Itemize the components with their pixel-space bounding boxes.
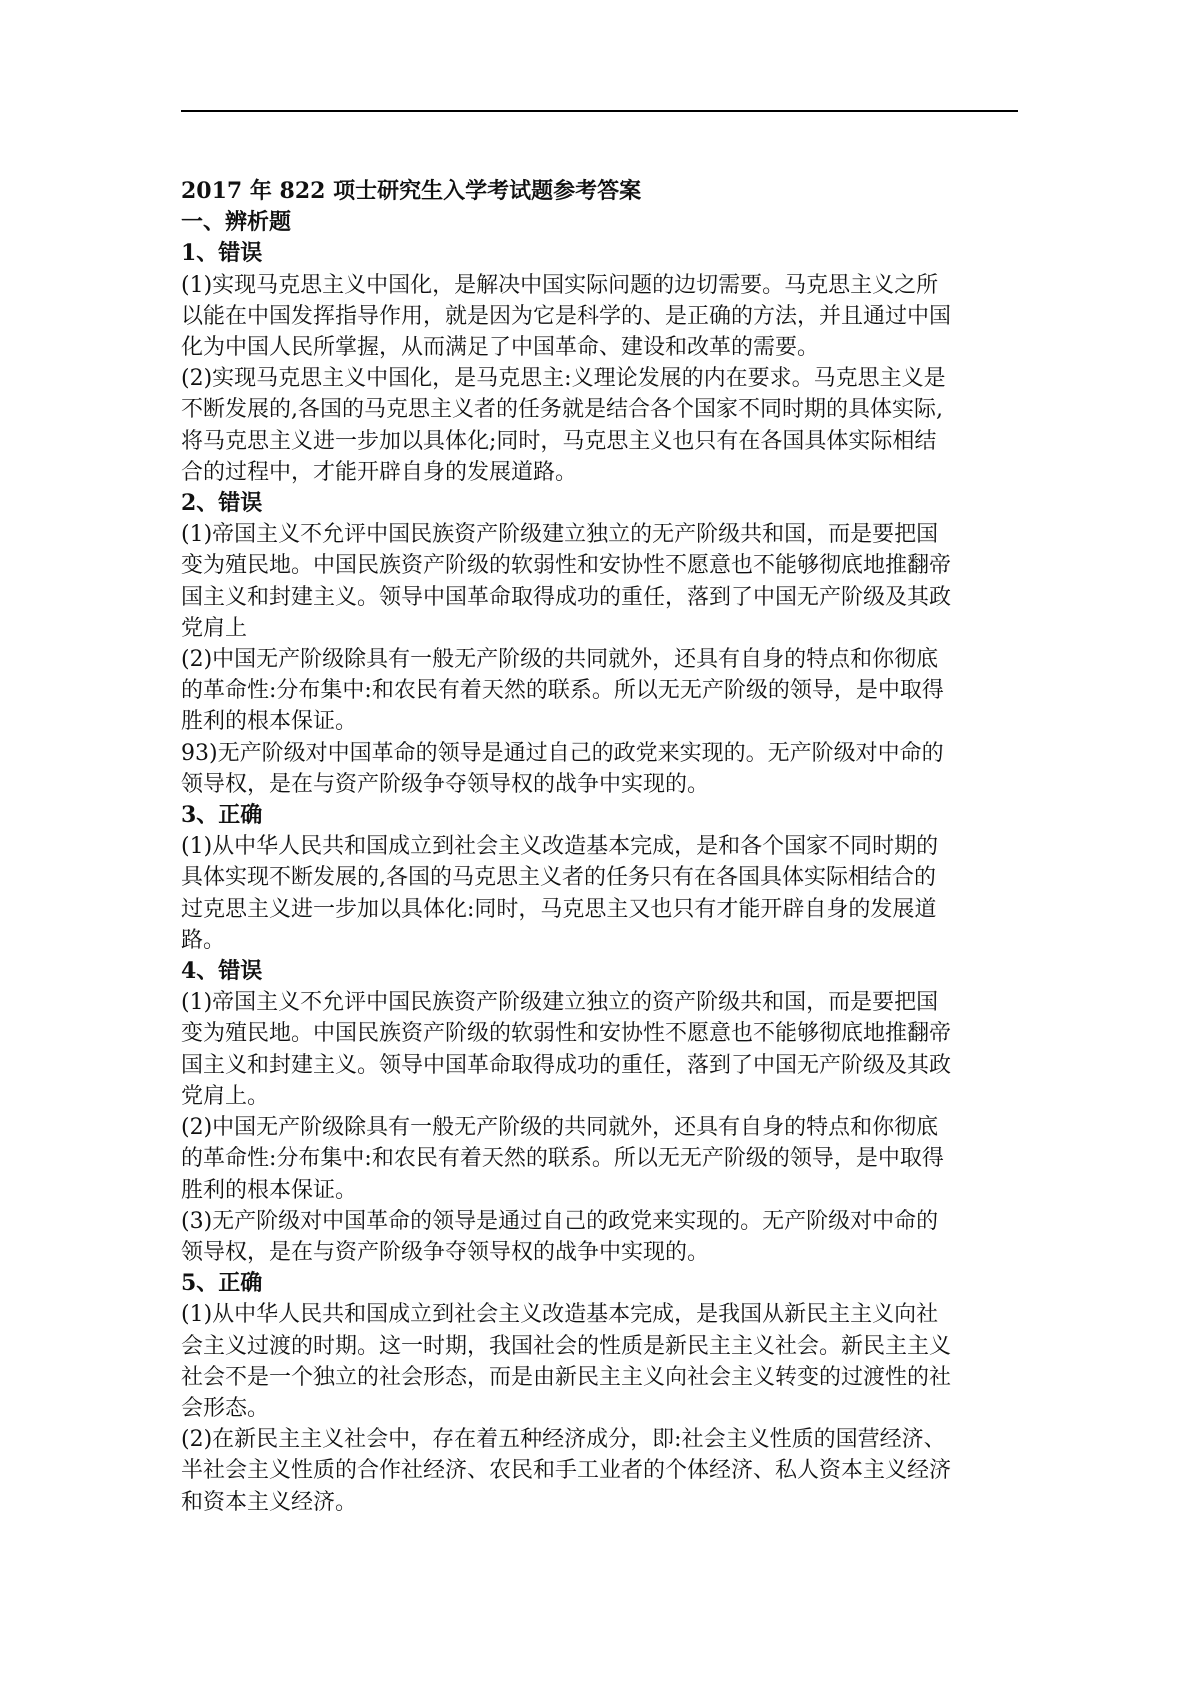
text-line: 领导权，是在与资产阶级争夺领导权的战争中实现的。 bbox=[181, 771, 710, 797]
text-line: 国主义和封建主义。领导中国革命取得成功的重任，落到了中国无产阶级及其政 bbox=[181, 584, 952, 610]
header-rule bbox=[181, 110, 1018, 112]
answer-paragraph bbox=[181, 644, 1021, 738]
answer-paragraph bbox=[181, 831, 1021, 956]
item-heading: 3、正确 bbox=[181, 802, 263, 829]
text-line: 的革命性:分布集中:和农民有着天然的联系。所以无无产阶级的领导，是中取得 bbox=[181, 678, 944, 704]
text-line: 党肩上。 bbox=[181, 1083, 270, 1109]
text-line: 以能在中国发挥指导作用，就是因为它是科学的、是正确的方法，并且通过中国 bbox=[181, 303, 952, 329]
text-line: 和资本主义经济。 bbox=[181, 1489, 358, 1515]
text-line: 领导权，是在与资产阶级争夺领导权的战争中实现的。 bbox=[181, 1239, 710, 1265]
text-line: (1)实现马克思主义中国化，是解决中国实际问题的边切需要。马克思主义之所 bbox=[181, 272, 939, 298]
text-line: (1)帝国主义不允评中国民族资产阶级建立独立的资产阶级共和国，而是要把国 bbox=[181, 990, 939, 1016]
text-line: 胜利的根本保证。 bbox=[181, 709, 358, 735]
text-line: 变为殖民地。中国民族资产阶级的软弱性和安协性不愿意也不能够彻底地推翻帝 bbox=[181, 1021, 952, 1047]
text-line: 合的过程中，才能开辟自身的发展道路。 bbox=[181, 459, 578, 485]
item-heading: 1、错误 bbox=[181, 240, 263, 267]
text-line: 半社会主义性质的合作社经济、农民和手工业者的个体经济、私人资本主义经济 bbox=[181, 1458, 952, 1484]
text-line: 社会不是一个独立的社会形态，而是由新民主主义向社会主义转变的过渡性的社 bbox=[181, 1364, 952, 1390]
text-line: (3)无产阶级对中国革命的领导是通过自己的政党来实现的。无产阶级对中命的 bbox=[181, 1208, 939, 1234]
text-line: 的革命性:分布集中:和农民有着天然的联系。所以无无产阶级的领导，是中取得 bbox=[181, 1146, 944, 1172]
text-line: 过克思主义进一步加以具体化:同时，马克思主又也只有才能开辟自身的发展道 bbox=[181, 896, 937, 922]
answer-paragraph bbox=[181, 987, 1021, 1112]
answer-paragraph bbox=[181, 1112, 1021, 1206]
answer-paragraph bbox=[181, 738, 1021, 800]
text-line: (2)中国无产阶级除具有一般无产阶级的共同就外，还具有自身的特点和你彻底 bbox=[181, 1115, 939, 1141]
text-line: 胜利的根本保证。 bbox=[181, 1177, 358, 1203]
text-line: 将马克思主义进一步加以具体化;同时，马克思主义也只有在各国具体实际相结 bbox=[181, 428, 937, 454]
item-heading: 2、错误 bbox=[181, 490, 263, 517]
item-heading: 4、错误 bbox=[181, 958, 263, 985]
answer-paragraph bbox=[181, 519, 1021, 644]
text-line: 国主义和封建主义。领导中国革命取得成功的重任，落到了中国无产阶级及其政 bbox=[181, 1052, 952, 1078]
text-line: 会形态。 bbox=[181, 1395, 270, 1421]
text-line: (2)中国无产阶级除具有一般无产阶级的共同就外，还具有自身的特点和你彻底 bbox=[181, 647, 939, 673]
answer-paragraph bbox=[181, 363, 1021, 488]
text-line: (2)在新民主主义社会中，存在着五种经济成分，即:社会主义性质的国营经济、 bbox=[181, 1427, 946, 1453]
document-title: 2017 年 822 项士研究生入学考试题参考答案 bbox=[181, 178, 642, 204]
section-heading: 一、辨析题 bbox=[181, 209, 292, 236]
text-line: 具体实现不断发展的,各国的马克思主义者的任务只有在各国具体实际相结合的 bbox=[181, 865, 936, 891]
text-line: 化为中国人民所掌握，从而满足了中国革命、建设和改革的需要。 bbox=[181, 335, 820, 361]
text-line: 93)无产阶级对中国革命的领导是通过自己的政党来实现的。无产阶级对中命的 bbox=[181, 740, 944, 766]
document-body bbox=[181, 176, 1021, 1518]
text-line: 不断发展的,各国的马克思主义者的任务就是结合各个国家不同时期的具体实际, bbox=[181, 397, 943, 423]
item-heading: 5、正确 bbox=[181, 1270, 263, 1297]
text-line: (2)实现马克思主义中国化，是马克思主:义理论发展的内在要求。马克思主义是 bbox=[181, 366, 946, 392]
text-line: 变为殖民地。中国民族资产阶级的软弱性和安协性不愿意也不能够彻底地推翻帝 bbox=[181, 553, 952, 579]
text-line: (1)从中华人民共和国成立到社会主义改造基本完成，是和各个国家不同时期的 bbox=[181, 834, 939, 860]
text-line: 路。 bbox=[181, 927, 226, 953]
text-line: (1)帝国主义不允评中国民族资产阶级建立独立的无产阶级共和国，而是要把国 bbox=[181, 522, 939, 548]
answer-paragraph bbox=[181, 1299, 1021, 1424]
text-line: (1)从中华人民共和国成立到社会主义改造基本完成，是我国从新民主主义向社 bbox=[181, 1302, 939, 1328]
text-line: 会主义过渡的时期。这一时期，我国社会的性质是新民主主义社会。新民主主义 bbox=[181, 1333, 952, 1359]
answer-paragraph bbox=[181, 1206, 1021, 1268]
text-line: 党肩上 bbox=[181, 615, 248, 641]
answer-paragraph bbox=[181, 270, 1021, 364]
answer-paragraph bbox=[181, 1424, 1021, 1518]
